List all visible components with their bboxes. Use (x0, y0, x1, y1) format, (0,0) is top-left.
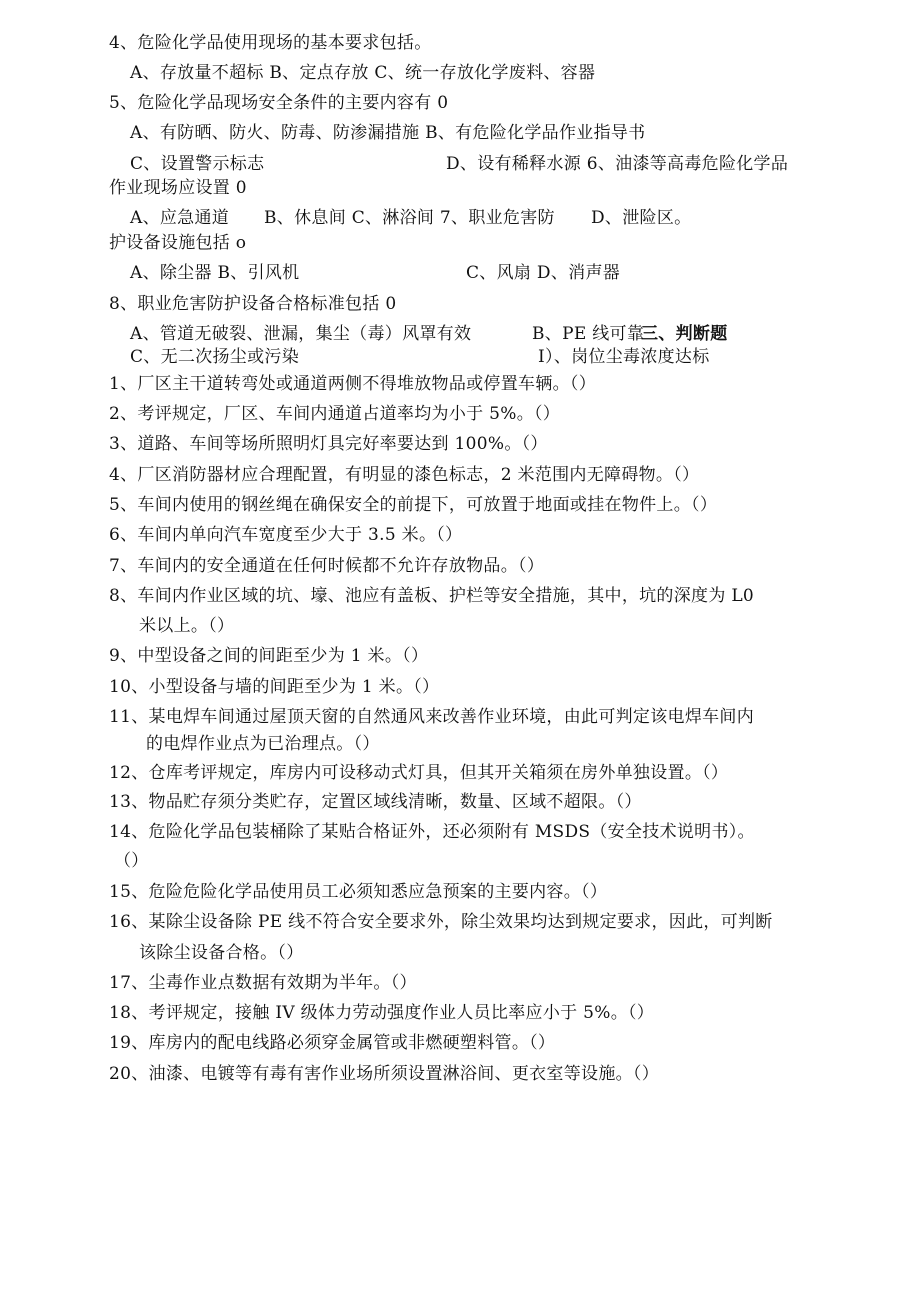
tf-item-14: 14、危险化学品包装桶除了某贴合格证外，还必须附有 MSDS（安全技术说明书）。 (109, 822, 755, 842)
tf-item-12: 12、仓库考评规定，库房内可设移动式灯具，但其开关箱须在房外单独设置。（） (109, 763, 729, 783)
question-4-options: A、存放量不超标 B、定点存放 C、统一存放化学废料、容器 (130, 63, 596, 83)
tf-item-20: 20、油漆、电镀等有毒有害作业场所须设置淋浴间、更衣室等设施。（） (109, 1064, 660, 1084)
tf-item-14-cont: （） (114, 851, 149, 871)
question-8-option-a: A、管道无破裂、泄漏，集尘（毒）风罩有效 (130, 324, 472, 344)
section-title-true-false: 三、判断题 (641, 324, 728, 344)
question-7-options-ab: A、除尘器 B、引风机 (130, 263, 300, 283)
tf-item-11-cont: 的电焊作业点为已治理点。（） (146, 734, 380, 754)
question-8: 8、职业危害防护设备合格标准包括 0 (109, 294, 397, 314)
tf-item-19: 19、库房内的配电线路必须穿金属管或非燃硬塑料管。（） (109, 1033, 556, 1053)
tf-item-8-cont: 米以上。（） (139, 616, 235, 636)
question-4: 4、危险化学品使用现场的基本要求包括。 (109, 33, 432, 53)
question-6-options-bc-question-7: B、休息间 C、淋浴间 7、职业危害防 (264, 208, 555, 228)
tf-item-3: 3、道路、车间等场所照明灯具完好率要达到 100%。（） (109, 434, 548, 454)
question-6-option-a: A、应急通道 (130, 208, 230, 228)
question-6-tail: 作业现场应设置 0 (109, 178, 247, 198)
tf-item-11: 11、某电焊车间通过屋顶天窗的自然通风来改善作业环境，由此可判定该电焊车间内 (109, 707, 755, 727)
tf-item-16: 16、某除尘设备除 PE 线不符合安全要求外，除尘效果均达到规定要求，因此，可判断 (109, 912, 773, 932)
question-5-options-ab: A、有防晒、防火、防毒、防渗漏措施 B、有危险化学品作业指导书 (130, 123, 646, 143)
tf-item-10: 10、小型设备与墙的间距至少为 1 米。（） (109, 677, 440, 697)
question-5-option-d-and-question-6: D、设有稀释水源 6、油漆等高毒危险化学品 (446, 154, 789, 174)
tf-item-7: 7、车间内的安全通道在任何时候都不允许存放物品。（） (109, 556, 545, 576)
tf-item-8: 8、车间内作业区域的坑、壕、池应有盖板、护栏等安全措施，其中，坑的深度为 L0 (109, 586, 755, 606)
tf-item-5: 5、车间内使用的钢丝绳在确保安全的前提下，可放置于地面或挂在物件上。（） (109, 495, 718, 515)
tf-item-1: 1、厂区主干道转弯处或通道两侧不得堆放物品或停置车辆。（） (109, 374, 597, 394)
tf-item-17: 17、尘毒作业点数据有效期为半年。（） (109, 973, 417, 993)
tf-item-16-cont: 该除尘设备合格。（） (139, 943, 304, 963)
question-6-option-d: D、泄险区。 (591, 208, 692, 228)
tf-item-2: 2、考评规定，厂区、车间内通道占道率均为小于 5%。（） (109, 404, 561, 424)
question-8-option-b: B、PE 线可靠 (532, 324, 645, 344)
tf-item-6: 6、车间内单向汽车宽度至少大于 3.5 米。（） (109, 525, 463, 545)
tf-item-4: 4、厂区消防器材应合理配置，有明显的漆色标志，2 米范围内无障碍物。（） (109, 465, 700, 485)
question-7-tail: 护设备设施包括 o (109, 233, 247, 253)
question-5: 5、危险化学品现场安全条件的主要内容有 0 (109, 93, 449, 113)
tf-item-13: 13、物品贮存须分类贮存，定置区域线清晰，数量、区域不超限。（） (109, 792, 642, 812)
question-7-options-cd: C、风扇 D、消声器 (466, 263, 621, 283)
question-8-option-d: I）、岗位尘毒浓度达标 (538, 347, 710, 367)
tf-item-15: 15、危险危险化学品使用员工必须知悉应急预案的主要内容。（） (109, 882, 608, 902)
tf-item-9: 9、中型设备之间的间距至少为 1 米。（） (109, 646, 429, 666)
question-8-option-c: C、无二次扬尘或污染 (130, 347, 300, 367)
tf-item-18: 18、考评规定，接触 IV 级体力劳动强度作业人员比率应小于 5%。（） (109, 1003, 655, 1023)
question-5-option-c: C、设置警示标志 (130, 154, 265, 174)
